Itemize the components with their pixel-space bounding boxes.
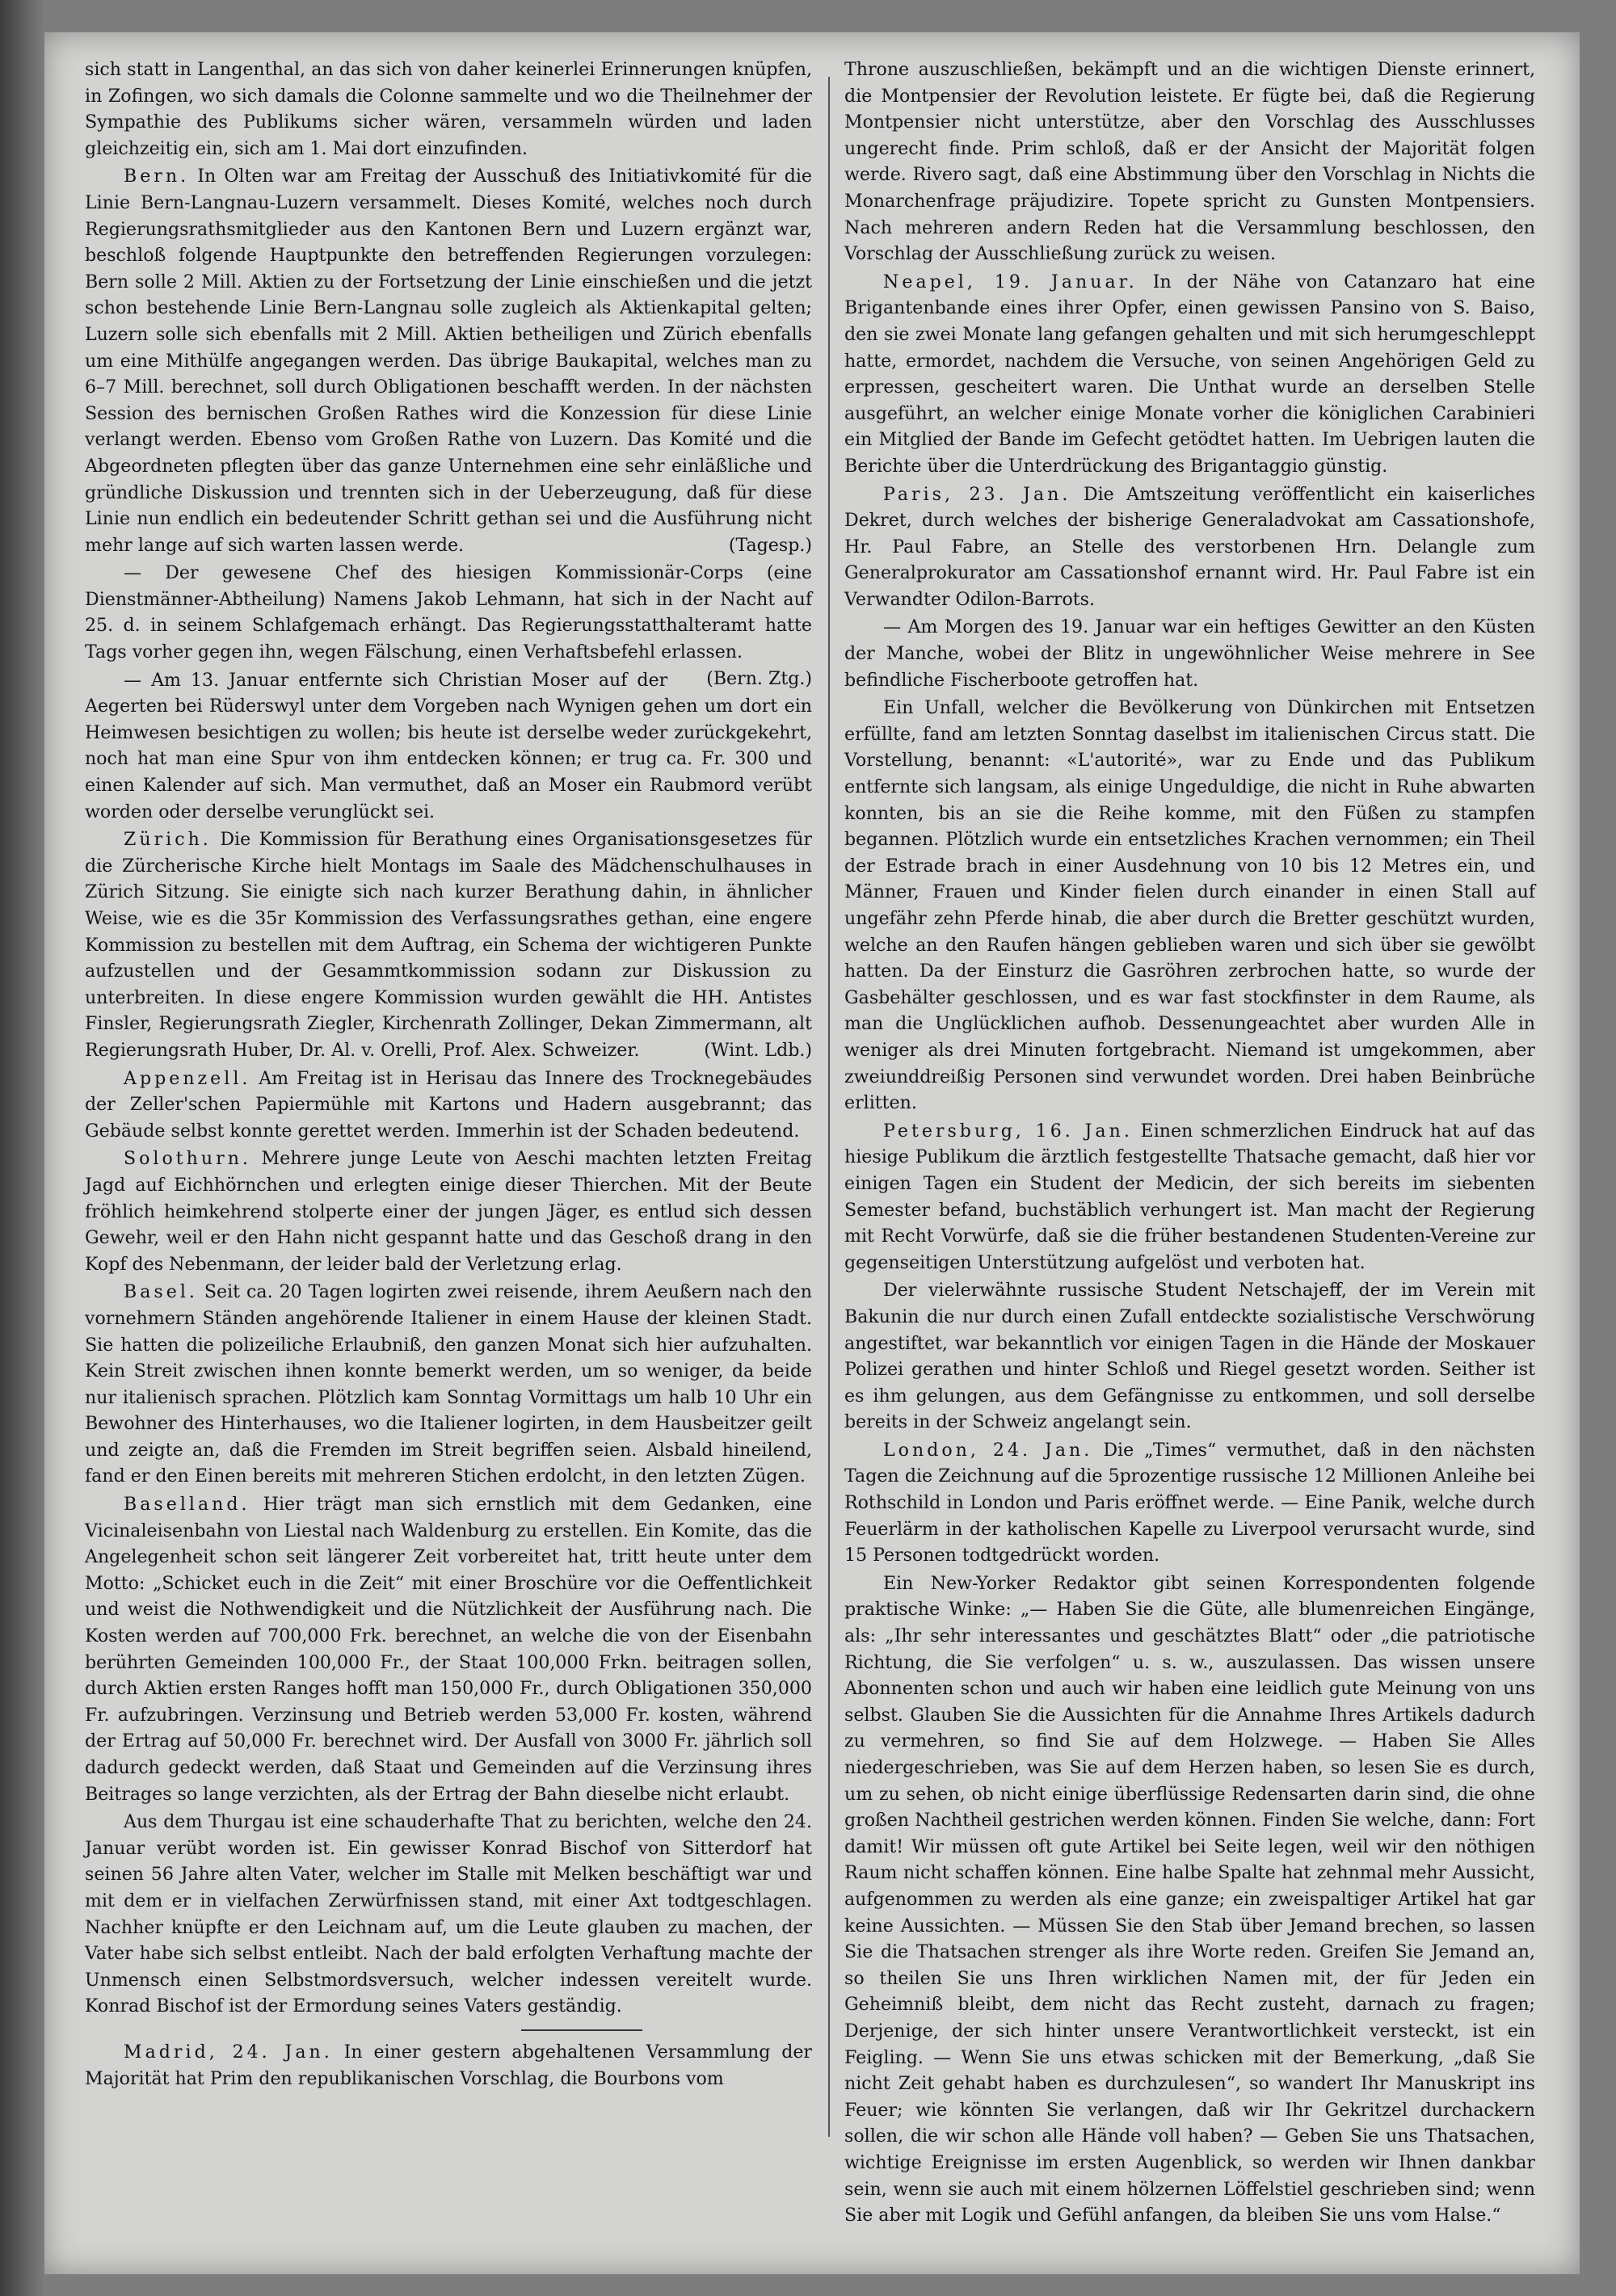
article-text: Mehrere junge Leute von Aeschi machten letzten Freitag Jagd auf Eichhörnchen und erlegten einige dieser Thierchen. Mit der Beute fröhlich heimkehrend stolperte einer der jungen Jäger, es entlud sich dessen Gewehr, weil er den Hahn nicht gespannt hatte und das Geschoß drang in den Kopf des Nebenmann, der leider bald der Verletzung erlag. <box>85 1148 812 1275</box>
column-divider <box>828 77 830 2137</box>
article-paragraph <box>85 1809 812 2020</box>
article-text: Hier trägt man sich ernstlich mit dem Gedanken, eine Vicinaleisenbahn von Liestal nach Waldenburg zu erstellen. Ein Komite, das die Angelegenheit schon seit längerer Zeit vorbereitet hat, tritt heute unter dem Motto: „Schicket euch in die Zeit“ mit einer Broschüre vor die Oeffentlichkeit und weist die Nothwendigkeit und die Nützlichkeit der Ausführung nach. Die Kosten werden auf 700,000 Frk. berechnet, an welche die von der Eisenbahn berührten Gemeinden 100,000 Fr., der Staat 100,000 Frkn. beitragen sollen, durch Aktien ersten Ranges hofft man 150,000 Fr., durch Obligationen 350,000 Fr. aufzubringen. Verzinsung und Betrieb werden 53,000 Fr. kosten, während der Ertrag auf 50,000 Fr. berechnet wird. Der Ausfall von 3000 Fr. jährlich soll dadurch gedeckt werden, daß Staat und Gemeinden auf die Verzinsung ihres Beitrages so lange verzichten, als der Ertrag der Bahn dieselbe nicht erlaubt. <box>85 1494 812 1805</box>
article-text: Einen schmerzlichen Eindruck hat auf das hiesige Publikum die ärztlich festgestellte Thatsache gemacht, daß hier vor einigen Tagen ein Student der Medicin, der sich bereits im siebenten Semester befand, buchstäblich verhungert ist. Man macht der Regierung mit Recht Vorwürfe, daß sie die früher bestandenen Studenten-Vereine zur gegenseitigen Unterstützung aufgelöst und verboten hat. <box>844 1120 1535 1273</box>
article-text: In der Nähe von Catanzaro hat eine Brigantenbande eines ihrer Opfer, einen gewissen Pansino von S. Baiso, den sie zwei Monate lang gefangen gehalten und mit sich herumgeschleppt hatte, ermordet, nachdem die Versuche, von seinen Angehörigen Geld zu erpressen, gescheitert waren. Die Unthat wurde an derselben Stelle ausgeführt, an welcher einige Monate vorher die königlichen Carabinieri ein Mitglied der Bande im Gefecht getödtet hatten. Im Uebrigen lauten die Berichte über die Unterdrückung des Brigantaggio günstig. <box>844 271 1535 477</box>
dateline: Appenzell. <box>124 1067 251 1089</box>
article-text: Der vielerwähnte russische Student Netschajeff, der im Verein mit Bakunin die nur durch einen Zufall entdeckte sozialistische Verschwörung angestiftet, war bekanntlich vor einigen Tagen in die Hände der Moskauer Polizei gerathen und hinter Schloß und Riegel gesetzt worden. Seither ist es ihm gelungen, aus dem Gefängnisse zu entkommen, und soll derselbe bereits in der Schweiz angelangt sein. <box>844 1280 1535 1433</box>
article-paragraph <box>844 481 1535 613</box>
source-attribution: (Tagesp.) <box>728 534 812 556</box>
article-text: Seit ca. 20 Tagen logirten zwei reisende, ihrem Aeußern nach den vornehmern Ständen angehörende Italiener in einem Hause der kleinen Stadt. Sie hatten die polizeiliche Erlaubniß, den ganzen Monat sich hier aufzuhalten. Kein Streit zwischen ihnen konnte bemerkt werden, um so weniger, da beide nur italienisch sprachen. Plötzlich kam Sonntag Vormittags um halb 10 Uhr ein Bewohner des Hinterhauses, wo die Italiener logirten, in dem Hausbeitzer geilt und zeigte an, daß die Fremden im Streit begriffen seien. Alsbald hineilend, fand er den Einen bereits mit mehreren Stichen erdolcht, in den letzten Zügen. <box>85 1281 812 1487</box>
article-text: Die Kommission für Berathung eines Organisationsgesetzes für die Zürcherische Kirche hielt Montags im Saale des Mädchenschulhauses in Zürich Sitzung. Sie einigte sich nach kurzer Berathung dahin, in ähnlicher Weise, wie es die 35r Kommission des Verfassungsrathes gethan, eine engere Kommission zu bestellen mit dem Auftrag, ein Schema der wichtigeren Punkte aufzustellen und der Gesammtkommission sodann zur Diskussion zu unterbreiten. In diese engere Kommission wurden gewählt die HH. Antistes Finsler, Regierungsrath Ziegler, Kirchenrath Zollinger, Dekan Zimmermann, alt Regierungsrath Huber, Dr. Al. v. Orelli, Prof. Alex. Schweizer. <box>85 829 813 1061</box>
dateline: Bern. <box>124 166 190 187</box>
book-spine-shadow <box>0 0 44 2296</box>
dateline: Madrid, 24. Jan. <box>124 2041 333 2063</box>
article-paragraph <box>844 695 1535 1116</box>
article-paragraph <box>844 269 1535 480</box>
right-column <box>844 57 1535 2231</box>
article-paragraph <box>844 57 1535 267</box>
dateline: Paris, 23. Jan. <box>883 483 1071 505</box>
article-text: — Am 13. Januar entfernte sich Christian Moser auf der Aegerten bei Rüderswyl unter dem Vorgeben nach Wynigen gehen um dort ein Heimwesen besichtigen zu wollen; bis heute ist derselbe weder zurückgekehrt, noch hat man eine Spur von ihm entdecken können; er trug ca. Fr. 300 und einen Kalender auf sich. Man vermuthet, daß an Moser ein Raubmord verübt worden oder derselbe verunglückt sei. <box>85 669 812 822</box>
article-text: Die „Times“ vermuthet, daß in den nächsten Tagen die Zeichnung auf die 5prozentige russische 12 Millionen Anleihe bei Rothschild in London und Paris eröffnet werde. — Eine Panik, welche durch Feuerlärm in der katholischen Kapelle zu Liverpool verursacht wurde, sind 15 Personen todtgedrückt worden. <box>844 1439 1535 1566</box>
article-paragraph <box>844 1437 1535 1569</box>
source-attribution: (Wint. Ldb.) <box>704 1039 812 1061</box>
article-text: Aus dem Thurgau ist eine schauderhafte That zu berichten, welche den 24. Januar verübt worden ist. Ein gewisser Konrad Bischof von Sitterdorf hat seinen 56 Jahre alten Vater, welcher im Stalle mit Melken beschäftigt war und mit dem er in vielfachen Zerwürfnissen stand, mit einer Axt todtgeschlagen. Nachher knüpfte er den Leichnam auf, um die Leute glauben zu machen, der Vater habe sich selbst entleibt. Nach der bald erfolgten Verhaftung machte der Unmensch einen Selbstmordsversuch, welcher indessen vereitelt wurde. Konrad Bischof ist der Ermordung seines Vaters geständig. <box>85 1811 812 2017</box>
source-attribution: (Bern. Ztg.) <box>706 667 812 689</box>
article-text: Am Freitag ist in Herisau das Innere des Trocknegebäudes der Zeller'schen Papiermühle mit Kartons und Hadern ausgebrannt; das Gebäude selbst konnte gerettet werden. Immerhin ist der Schaden bedeutend. <box>85 1067 812 1142</box>
dateline: London, 24. Jan. <box>883 1439 1093 1461</box>
dateline: Baselland. <box>124 1494 250 1516</box>
article-text: — Der gewesene Chef des hiesigen Kommissionär-Corps (eine Dienstmänner-Abtheilung) Namens Jakob Lehmann, hat sich in der Nacht auf 25. d. in seinem Schlafgemach erhängt. Das Regierungsstatthalteramt hatte Tags vorher gegen ihn, wegen Fälschung, einen Verhaftsbefehl erlassen. <box>85 562 812 663</box>
article-text: Throne auszuschließen, bekämpft und an die wichtigen Dienste erinnert, die Montpensier der Revolution leistete. Er fügte bei, daß die Regierung Montpensier nicht unterstütze, aber den Vorschlag des Ausschlusses ungerecht finde. Prim schloß, daß er der Ansicht der Majorität folgen werde. Rivero sagt, daß eine Abstimmung über den Vorschlag in Nichts die Monarchenfrage präjudizire. Topete spricht zu Gunsten Montpensiers. Nach mehreren andern Reden hat die Versammlung beschlossen, den Vorschlag der Ausschließung zurück zu weisen. <box>844 59 1535 265</box>
article-text: In einer gestern abgehaltenen Versammlung der Majorität hat Prim den republikanischen Vorschlag, die Bourbons vom <box>85 2041 812 2089</box>
article-paragraph <box>85 2039 812 2092</box>
article-text: Ein Unfall, welcher die Bevölkerung von Dünkirchen mit Entsetzen erfüllte, fand am letzten Sonntag daselbst im italienischen Circus statt. Die Vorstellung, benannt: «L'autorité», war zu Ende und das Publikum entfernte sich langsam, als einige Ungeduldige, die nicht in Ruhe abwarten konnten, bis an sie die Reihe komme, mit den Füßen zu stampfen begannen. Plötzlich wurde ein entsetzliches Krachen vernommen; ein Theil der Estrade brach in einer Ausdehnung von 10 bis 12 Metres ein, und Männer, Frauen und Kinder fielen durch einander in einen Stall auf ungefähr zehn Pferde hinab, die aber durch die Bretter geschützt wurden, welche an den Raufen hängen geblieben waren und sich über sie gewölbt hatten. Da der Einsturz die Gasröhren zerbrochen hatte, so wurde der Gasbehälter geschlossen, und es war fast stockfinster in dem Raume, als man die Unglücklichen aufhob. Dessenungeachtet aber wurden Alle in weniger als drei Minuten fortgebracht. Niemand ist umgekommen, aber zweiunddreißig Personen sind verwundet worden. Drei haben Beinbrüche erlitten. <box>844 697 1535 1114</box>
section-separator-rule <box>521 2029 642 2031</box>
dateline: Petersburg, 16. Jan. <box>883 1120 1133 1142</box>
article-paragraph <box>844 1571 1535 2229</box>
article-text: In Olten war am Freitag der Ausschuß des Initiativkomité für die Linie Bern-Langnau-Luzern versammelt. Dieses Komité, welches noch durch Regierungsrathsmitglieder aus den Kantonen Bern und Luzern ergänzt war, beschloß folgende Hauptpunkte den betreffenden Regierungen vorzulegen: Bern solle 2 Mill. Aktien zu der Fortsetzung der Linie einschießen und die jetzt schon bestehende Linie Bern-Langnau solle zugleich als Aktienkapital gelten; Luzern solle sich ebenfalls mit 2 Mill. Aktien betheiligen und Zürich ebenfalls um eine Mithülfe angegangen werden. Das übrige Baukapital, welches man zu 6–7 Mill. berechnet, soll durch Obligationen beschafft werden. In der nächsten Session des bernischen Großen Rathes wird die Konzession für diese Linie verlangt werden. Ebenso vom Großen Rathe von Luzern. Das Komité und die Abgeordneten pflegten über das ganze Unternehmen eine sehr einläßliche und gründliche Diskussion und trennten sich in der Ueberzeugung, daß für diese Linie nun endlich ein bedeutender Schritt gethan sei und die Ausführung nicht mehr lange auf sich warten lassen werde. <box>85 166 812 556</box>
article-paragraph <box>85 1279 812 1490</box>
dateline: Solothurn. <box>124 1148 251 1170</box>
article-paragraph <box>844 614 1535 693</box>
article-paragraph <box>85 57 812 162</box>
dateline: Basel. <box>124 1281 198 1303</box>
article-paragraph <box>85 1491 812 1807</box>
dateline: Zürich. <box>124 829 212 851</box>
article-text: — Am Morgen des 19. Januar war ein heftiges Gewitter an den Küsten der Manche, wobei der Blitz in ungewöhnlicher Weise mehrere in See befindliche Fischerboote getroffen hat. <box>844 616 1535 691</box>
article-paragraph <box>85 560 812 689</box>
article-text: Die Amtszeitung veröffentlicht ein kaiserliches Dekret, durch welches der bisherige Generaladvokat am Cassationshofe, Hr. Paul Fabre, an Stelle des verstorbenen Hrn. Delangle zum Generalprokurator am Cassationshof ernannt wird. Hr. Paul Fabre ist ein Verwandter Odilon-Barrots. <box>844 483 1535 610</box>
article-paragraph <box>85 163 812 558</box>
article-paragraph <box>844 1277 1535 1436</box>
article-text: Ein New-Yorker Redaktor gibt seinen Korrespondenten folgende praktische Winke: „— Haben Sie die Güte, alle blumenreichen Eingänge, als: „Ihr sehr interessantes und geschätztes Blatt“ oder „die patriotische Richtung, die Sie verfolgen“ u. s. w., auszulassen. Das wissen unsere Abonnenten schon und auch wir haben eine leidlich gute Meinung von uns selbst. Glauben Sie die Aussichten für die Annahme Ihres Artikels dadurch zu vermehren, so find Sie auf dem Holzwege. — Haben Sie Alles niedergeschrieben, was Sie auf dem Herzen haben, so lesen Sie es durch, um zu sehen, ob nicht einige überflüssige Redensarten darin sind, die ohne großen Nachtheil gestrichen werden können. Finden Sie welche, dann: Fort damit! Wir müssen oft gute Artikel bei Seite legen, weil wir den nöthigen Raum nicht schaffen können. Eine halbe Spalte hat zehnmal mehr Aussicht, aufgenommen zu werden als eine ganze; ein zweispaltiger Artikel hat gar keine Aussichten. — Müssen Sie den Stab über Jemand brechen, so lassen Sie die Thatsachen strenger als ihre Worte reden. Greifen Sie Jemand an, so theilen Sie uns Ihren wirklichen Namen mit, der für Jeden ein Geheimniß bleibt, dem nicht das Recht zusteht, darnach zu fragen; Derjenige, der sich hinter unsere Verantwortlichkeit versteckt, ist ein Feigling. — Wenn Sie uns etwas schicken mit der Bemerkung, „daß Sie nicht Zeit gehabt haben es durchzulesen“, so wandert Ihr Manuskript ins Feuer; wie könnten Sie verlangen, daß wir Ihr Gekritzel durchackern sollen, die wir schon alle Hände voll haben? — Geben Sie uns Thatsachen, wichtige Ereignisse im ersten Augenblick, so werden wir Ihnen dankbar sein, wenn sie auch mit einem hölzernen Löffelstiel geschrieben sind; wenn Sie aber mit Logik und Gefühl anfangen, da bleiben Sie uns vom Halse.“ <box>844 1572 1535 2227</box>
left-column <box>85 57 812 2093</box>
article-paragraph <box>85 826 812 1063</box>
article-paragraph <box>844 1118 1535 1276</box>
article-paragraph <box>85 1146 812 1277</box>
article-paragraph <box>85 1066 812 1145</box>
article-text: sich statt in Langenthal, an das sich von daher keinerlei Erinnerungen knüpfen, in Zofingen, wo sich damals die Colonne sammelte und wo die Theilnehmer der Sympathie des Publikums sicher wären, versammeln würden und laden gleichzeitig ein, sich am 1. Mai dort einzufinden. <box>85 59 812 159</box>
dateline: Neapel, 19. Januar. <box>883 271 1138 292</box>
